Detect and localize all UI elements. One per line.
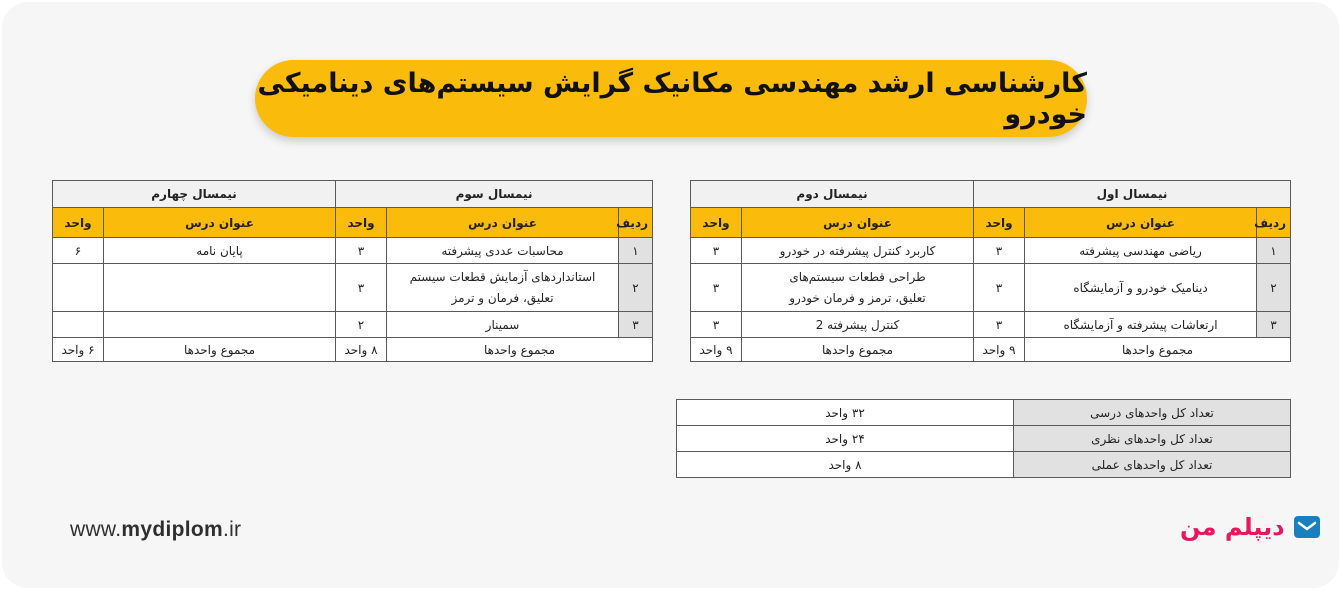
- summary-value: ۸ واحد: [677, 452, 1014, 478]
- summary-row: [677, 400, 1291, 426]
- website-url[interactable]: [70, 518, 241, 542]
- total-value: ۹ واحد: [974, 338, 1025, 362]
- table-row: [53, 238, 653, 264]
- total-row: [691, 338, 1291, 362]
- course-title: [104, 312, 336, 338]
- course-title: ارتعاشات پیشرفته و آزمایشگاه: [1025, 312, 1257, 338]
- brand-logo: [1180, 507, 1321, 547]
- row-number-header: ردیف: [1257, 208, 1291, 238]
- row-number: ۳: [1257, 312, 1291, 338]
- summary-label: تعداد کل واحدهای عملی: [1014, 452, 1291, 478]
- course-unit: ۳: [336, 264, 387, 312]
- course-unit: [53, 312, 104, 338]
- unit-header: واحد: [53, 208, 104, 238]
- course-title-line: استانداردهای آزمایش قطعات سیستم: [409, 269, 596, 284]
- unit-header: واحد: [974, 208, 1025, 238]
- table-row: [53, 312, 653, 338]
- summary-label: تعداد کل واحدهای درسی: [1014, 400, 1291, 426]
- course-title: سمینار: [387, 312, 619, 338]
- course-title: [104, 264, 336, 312]
- course-title-header: عنوان درس: [742, 208, 974, 238]
- course-unit: ۳: [974, 264, 1025, 312]
- page-title: [255, 60, 1087, 137]
- course-unit: ۳: [336, 238, 387, 264]
- course-title: کاربرد کنترل پیشرفته در خودرو: [742, 238, 974, 264]
- course-unit: [53, 264, 104, 312]
- logo-text: دیپلم من: [1180, 513, 1285, 541]
- summary-row: [677, 426, 1291, 452]
- total-row: [53, 338, 653, 362]
- table-row: [691, 312, 1291, 338]
- course-title-line: طراحی قطعات سیستم‌های: [789, 269, 926, 284]
- course-unit: ۳: [691, 238, 742, 264]
- units-summary-table: [676, 399, 1291, 478]
- course-title: محاسبات عددی پیشرفته: [387, 238, 619, 264]
- summary-value: ۲۴ واحد: [677, 426, 1014, 452]
- semesters-1-2-table: [690, 180, 1291, 362]
- course-title-line: تعلیق، ترمز و فرمان خودرو: [789, 290, 926, 305]
- table-row: [691, 264, 1291, 312]
- website-url-name: mydiplom: [121, 518, 223, 541]
- total-label: مجموع واحدها: [1025, 338, 1291, 362]
- row-number: ۱: [619, 238, 653, 264]
- course-title-header: عنوان درس: [104, 208, 336, 238]
- website-url-prefix: www.: [70, 518, 122, 541]
- total-label: مجموع واحدها: [104, 338, 336, 362]
- total-value: ۹ واحد: [691, 338, 742, 362]
- course-title: پایان نامه: [104, 238, 336, 264]
- table-row: [691, 238, 1291, 264]
- page-title-text: کارشناسی ارشد مهندسی مکانیک گرایش سیستم‌های دینامیکی خودرو: [257, 67, 1087, 130]
- course-title-header: عنوان درس: [1025, 208, 1257, 238]
- course-unit: ۳: [974, 312, 1025, 338]
- course-title: دینامیک خودرو و آزمایشگاه: [1025, 264, 1257, 312]
- course-title: [742, 264, 974, 312]
- course-unit: ۶: [53, 238, 104, 264]
- website-url-suffix: .ir: [222, 518, 242, 541]
- course-title: کنترل پیشرفته 2: [742, 312, 974, 338]
- summary-row: [677, 452, 1291, 478]
- row-number-header: ردیف: [619, 208, 653, 238]
- course-unit: ۳: [691, 312, 742, 338]
- course-unit: ۳: [974, 238, 1025, 264]
- semester-2-header: نیمسال دوم: [691, 181, 974, 208]
- table-row: [53, 264, 653, 312]
- course-unit: ۲: [336, 312, 387, 338]
- row-number: ۳: [619, 312, 653, 338]
- course-title-line: تعلیق، فرمان و ترمز: [451, 290, 554, 305]
- course-unit: ۳: [691, 264, 742, 312]
- summary-label: تعداد کل واحدهای نظری: [1014, 426, 1291, 452]
- row-number: ۲: [619, 264, 653, 312]
- semesters-3-4-table: [52, 180, 653, 362]
- total-value: ۸ واحد: [336, 338, 387, 362]
- envelope-icon: [1293, 513, 1321, 541]
- semester-4-header: نیمسال چهارم: [53, 181, 336, 208]
- summary-value: ۳۲ واحد: [677, 400, 1014, 426]
- total-label: مجموع واحدها: [742, 338, 974, 362]
- semester-3-header: نیمسال سوم: [336, 181, 653, 208]
- unit-header: واحد: [336, 208, 387, 238]
- row-number: ۱: [1257, 238, 1291, 264]
- unit-header: واحد: [691, 208, 742, 238]
- course-title: [387, 264, 619, 312]
- total-value: ۶ واحد: [53, 338, 104, 362]
- row-number: ۲: [1257, 264, 1291, 312]
- course-title-header: عنوان درس: [387, 208, 619, 238]
- total-label: مجموع واحدها: [387, 338, 653, 362]
- course-title: ریاضی مهندسی پیشرفته: [1025, 238, 1257, 264]
- semester-1-header: نیمسال اول: [974, 181, 1291, 208]
